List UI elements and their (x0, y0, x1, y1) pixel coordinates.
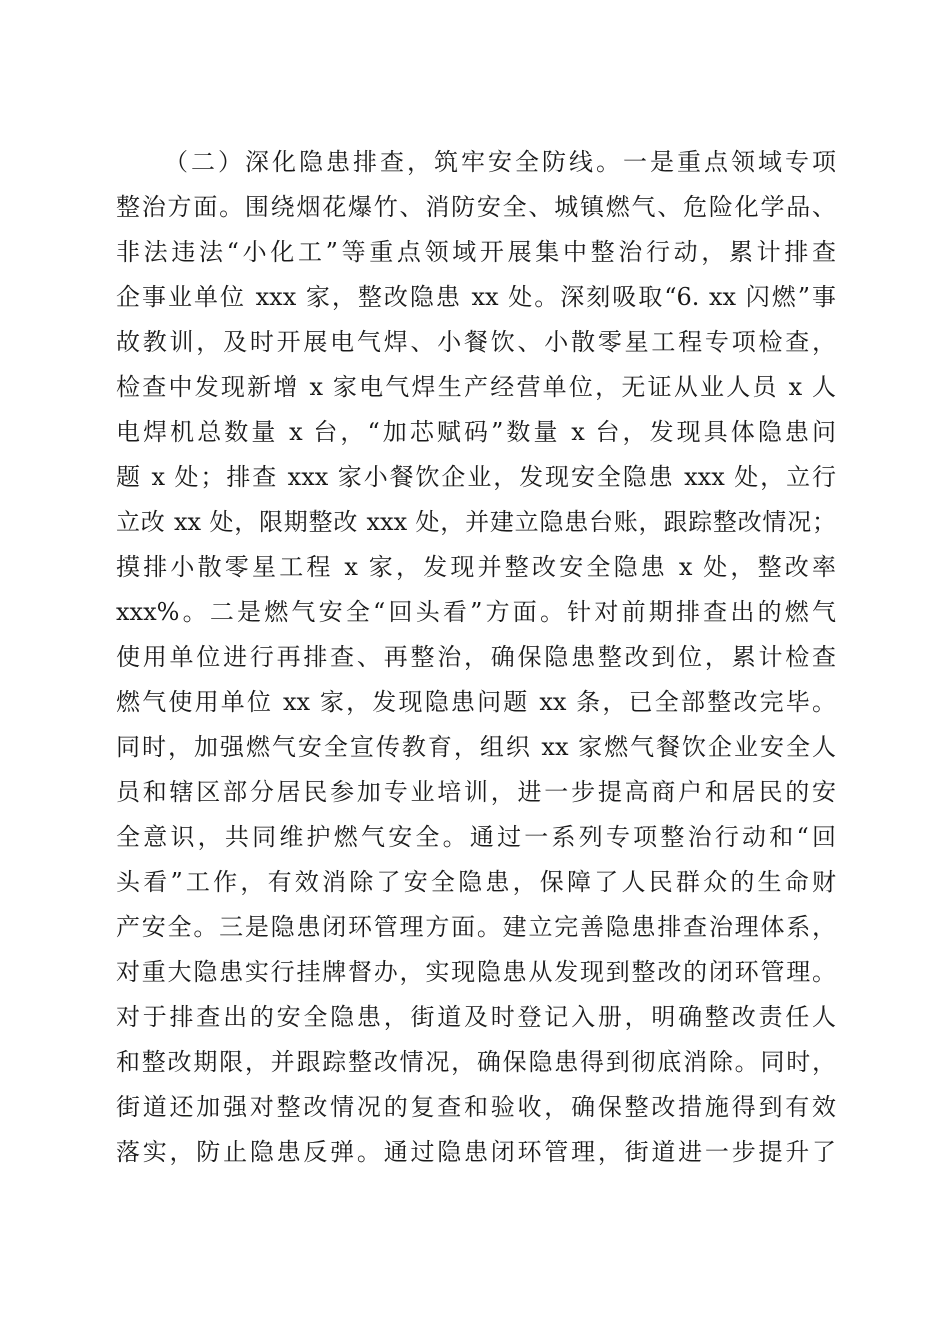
paragraph-line-7: 电焊机总数量 x 台，“加芯赋码”数量 x 台，发现具体隐患问 (116, 418, 836, 446)
paragraph-line-15: 员和辖区部分居民参加专业培训，进一步提高商户和居民的安 (116, 778, 836, 806)
paragraph-line-22: 街道还加强对整改情况的复查和验收，确保整改措施得到有效 (116, 1093, 836, 1121)
paragraph-line-2: 整治方面。围绕烟花爆竹、消防安全、城镇燃气、危险化学品、 (116, 193, 836, 221)
paragraph-line-3: 非法违法“小化工”等重点领域开展集中整治行动，累计排查 (116, 238, 836, 266)
paragraph-line-23: 落实，防止隐患反弹。通过隐患闭环管理，街道进一步提升了 (116, 1138, 836, 1166)
paragraph-line-20: 对于排查出的安全隐患，街道及时登记入册，明确整改责任人 (116, 1003, 836, 1031)
paragraph-line-19: 对重大隐患实行挂牌督办，实现隐患从发现到整改的闭环管理。 (116, 958, 836, 986)
paragraph-line-16: 全意识，共同维护燃气安全。通过一系列专项整治行动和“回 (116, 823, 836, 851)
paragraph-line-10: 摸排小散零星工程 x 家，发现并整改安全隐患 x 处，整改率 (116, 553, 836, 581)
paragraph-line-14: 同时，加强燃气安全宣传教育，组织 xx 家燃气餐饮企业安全人 (116, 733, 836, 761)
paragraph-line-1: （二）深化隐患排查，筑牢安全防线。一是重点领域专项 (164, 148, 836, 176)
paragraph-line-11: xxx%。二是燃气安全“回头看”方面。针对前期排查出的燃气 (116, 598, 836, 626)
paragraph-line-9: 立改 xx 处，限期整改 xxx 处，并建立隐患台账，跟踪整改情况； (116, 508, 836, 536)
paragraph-line-17: 头看”工作，有效消除了安全隐患，保障了人民群众的生命财 (116, 868, 836, 896)
paragraph-line-5: 故教训，及时开展电气焊、小餐饮、小散零星工程专项检查， (116, 328, 836, 356)
paragraph-line-12: 使用单位进行再排查、再整治，确保隐患整改到位，累计检查 (116, 643, 836, 671)
paragraph-line-6: 检查中发现新增 x 家电气焊生产经营单位，无证从业人员 x 人 (116, 373, 836, 401)
body-paragraph (116, 140, 836, 1175)
paragraph-line-18: 产安全。三是隐患闭环管理方面。建立完善隐患排查治理体系， (116, 913, 836, 941)
paragraph-line-21: 和整改期限，并跟踪整改情况，确保隐患得到彻底消除。同时， (116, 1048, 836, 1076)
paragraph-line-8: 题 x 处；排查 xxx 家小餐饮企业，发现安全隐患 xxx 处，立行 (116, 463, 836, 491)
paragraph-line-13: 燃气使用单位 xx 家，发现隐患问题 xx 条，已全部整改完毕。 (116, 688, 836, 716)
paragraph-line-4: 企事业单位 xxx 家，整改隐患 xx 处。深刻吸取“6. xx 闪燃”事 (116, 283, 836, 311)
